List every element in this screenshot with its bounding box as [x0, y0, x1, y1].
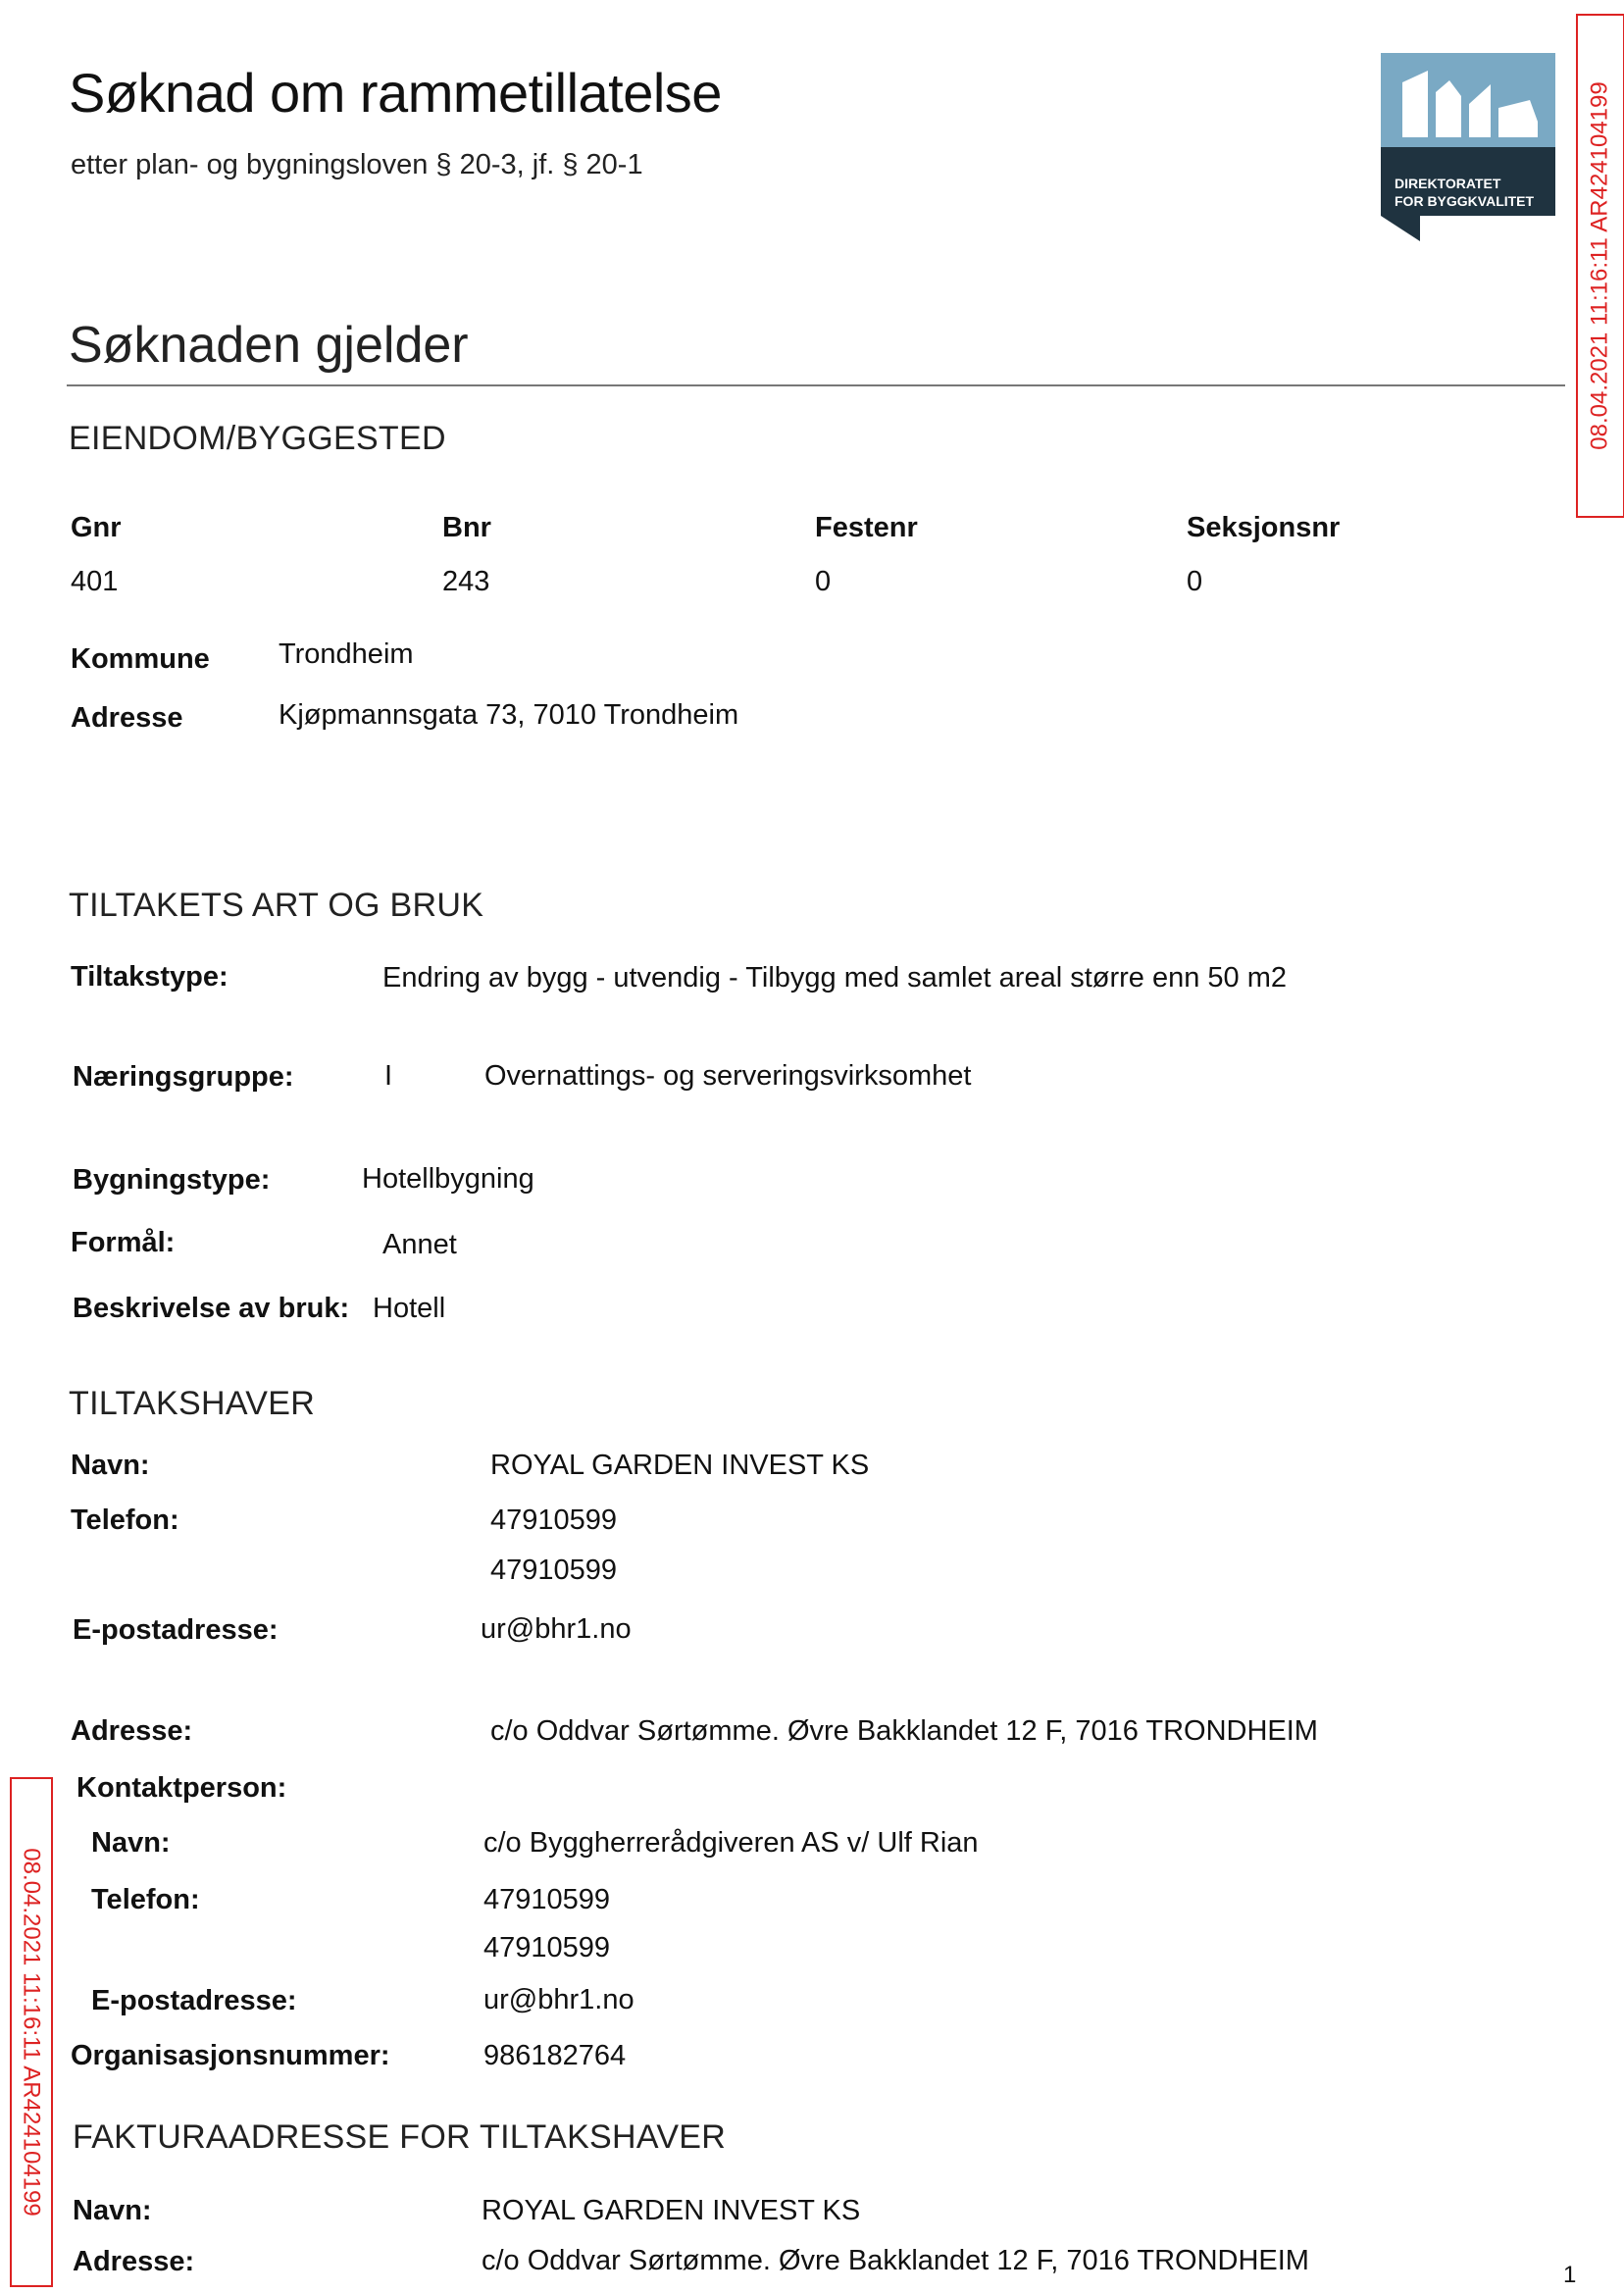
beskrivelse-label: Beskrivelse av bruk:: [73, 1293, 350, 1324]
formaal-label: Formål:: [71, 1227, 176, 1258]
faktura-navn-value: ROYAL GARDEN INVEST KS: [482, 2195, 861, 2226]
kontakt-telefon-label: Telefon:: [91, 1884, 200, 1915]
divider: [67, 384, 1565, 386]
epost-label: E-postadresse:: [73, 1614, 279, 1646]
page-title: Søknad om rammetillatelse: [69, 62, 722, 124]
kontakt-navn-label: Navn:: [91, 1827, 171, 1859]
faktura-adresse-label: Adresse:: [73, 2246, 195, 2277]
kontakt-telefon-value-2: 47910599: [483, 1932, 611, 1963]
gnr-value: 401: [71, 566, 119, 597]
naeringsgruppe-value: Overnattings- og serveringsvirksomhet: [484, 1060, 972, 1092]
kommune-value: Trondheim: [279, 638, 414, 670]
adresse-label: Adresse:: [71, 1715, 193, 1747]
kontakt-epost-value: ur@bhr1.no: [483, 1984, 634, 2015]
logo-text-line1: DIREKTORATET: [1395, 176, 1501, 191]
orgnr-label: Organisasjonsnummer:: [71, 2040, 390, 2071]
bygningstype-value: Hotellbygning: [362, 1163, 534, 1195]
page-subtitle: etter plan- og bygningsloven § 20-3, jf. § 20-1: [71, 149, 643, 180]
bygningstype-label: Bygningstype:: [73, 1164, 271, 1196]
dibk-logo: [1381, 53, 1555, 241]
seksjonsnr-value: 0: [1187, 566, 1203, 597]
section-heading: Søknaden gjelder: [69, 317, 469, 374]
navn-value: ROYAL GARDEN INVEST KS: [490, 1450, 870, 1481]
tiltakstype-label: Tiltakstype:: [71, 961, 228, 993]
seksjonsnr-label: Seksjonsnr: [1187, 512, 1341, 543]
kontaktperson-label: Kontaktperson:: [76, 1772, 287, 1804]
naeringsgruppe-label: Næringsgruppe:: [73, 1061, 294, 1093]
stamp-text: 08.04.2021 11:16:11 AR424104199: [1587, 81, 1613, 450]
epost-value: ur@bhr1.no: [481, 1613, 632, 1645]
festenr-value: 0: [815, 566, 832, 597]
kontakt-epost-label: E-postadresse:: [91, 1985, 297, 2016]
telefon-value: 47910599: [490, 1504, 618, 1536]
adresse-label: Adresse: [71, 702, 183, 734]
timestamp-stamp-bottom: [10, 1777, 53, 2287]
kommune-label: Kommune: [71, 643, 210, 675]
kontakt-navn-value: c/o Byggherrerådgiveren AS v/ Ulf Rian: [483, 1827, 979, 1859]
page-number: 1: [1563, 2262, 1577, 2288]
stamp-text: 08.04.2021 11:16:11 AR424104199: [19, 1848, 45, 2217]
faktura-heading: FAKTURAADRESSE FOR TILTAKSHAVER: [73, 2118, 727, 2156]
festenr-label: Festenr: [815, 512, 918, 543]
property-heading: EIENDOM/BYGGESTED: [69, 420, 446, 457]
adresse-value: Kjøpmannsgata 73, 7010 Trondheim: [279, 699, 739, 731]
naeringsgruppe-code: I: [384, 1060, 393, 1092]
bnr-value: 243: [442, 566, 490, 597]
logo-text-line2: FOR BYGGKVALITET: [1395, 193, 1535, 209]
bnr-label: Bnr: [442, 512, 491, 543]
formaal-value: Annet: [382, 1229, 457, 1260]
adresse-value: c/o Oddvar Sørtømme. Øvre Bakklandet 12 F, 7016 TRONDHEIM: [490, 1715, 1318, 1747]
orgnr-value: 986182764: [483, 2040, 627, 2071]
telefon-value-2: 47910599: [490, 1555, 618, 1586]
gnr-label: Gnr: [71, 512, 122, 543]
timestamp-stamp-top: [1576, 14, 1624, 518]
tiltakstype-value: Endring av bygg - utvendig - Tilbygg med samlet areal større enn 50 m2: [382, 962, 1288, 994]
beskrivelse-value: Hotell: [373, 1293, 446, 1324]
kontakt-telefon-value: 47910599: [483, 1884, 611, 1915]
telefon-label: Telefon:: [71, 1504, 179, 1536]
navn-label: Navn:: [71, 1450, 150, 1481]
tiltakshaver-heading: TILTAKSHAVER: [69, 1385, 316, 1422]
faktura-navn-label: Navn:: [73, 2195, 152, 2226]
faktura-adresse-value: c/o Oddvar Sørtømme. Øvre Bakklandet 12 F, 7016 TRONDHEIM: [482, 2245, 1309, 2276]
tiltak-heading: TILTAKETS ART OG BRUK: [69, 887, 484, 924]
